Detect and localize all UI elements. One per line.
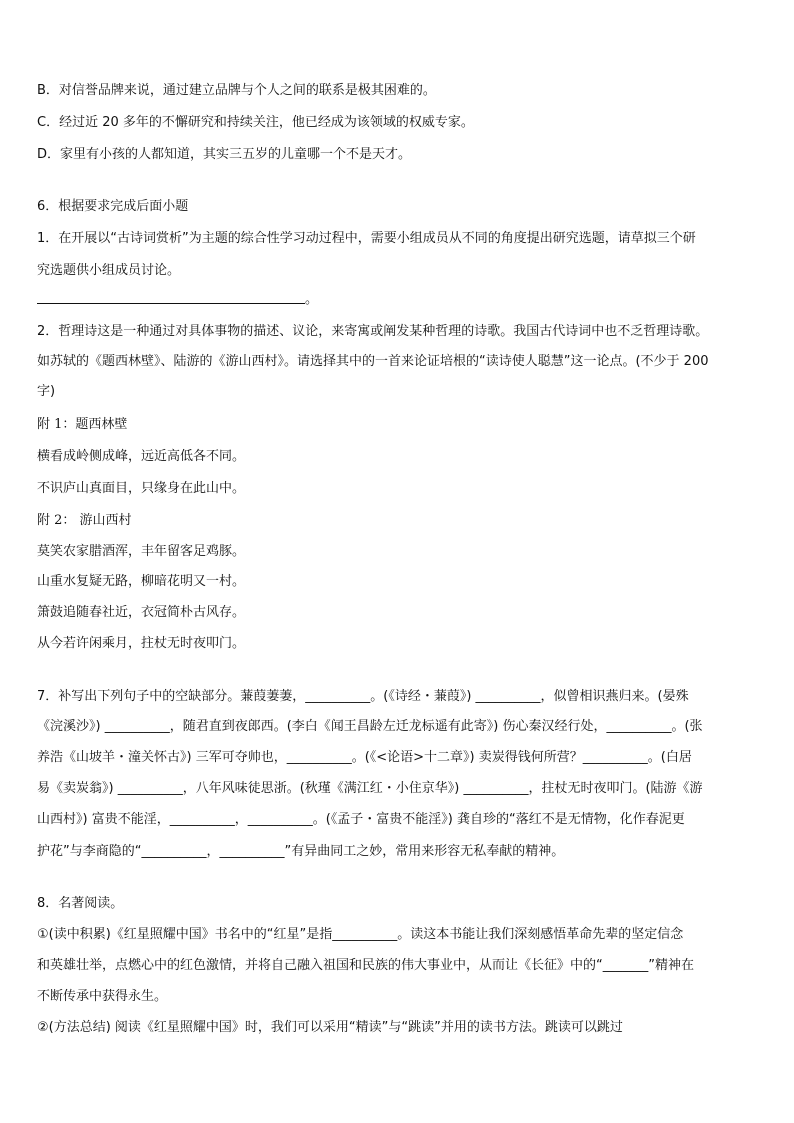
question-7-line6: 护花”与李商隐的“__________，__________”有异曲同工之妙，常用来形容无私奉献的精神。 [37, 844, 565, 859]
question-6-sub2-line2: 如苏轼的《题西林壁》、陆游的《游山西村》。请选择其中的一首来论证培根的“读诗使人聪慧”这一论点。(不少于 200 [37, 354, 709, 369]
answer-blank-end: 。 [305, 292, 319, 307]
option-b: B．对信誉品牌来说，通过建立品牌与个人之间的联系是极其困难的。 [37, 83, 436, 98]
attachment-2-title: 附 2： 游山西村 [37, 513, 132, 528]
question-6-sub1-line2: 究选题供小组成员讨论。 [37, 263, 181, 278]
option-c: C．经过近 20 多年的不懈研究和持续关注，他已经成为该领域的权威专家。 [37, 115, 474, 130]
question-6-title: 6．根据要求完成后面小题 [37, 199, 189, 214]
poem-2-line-2: 山重水复疑无路，柳暗花明又一村。 [37, 574, 246, 589]
poem-2-line-3: 箫鼓追随春社近，衣冠简朴古风存。 [37, 605, 246, 620]
question-6-sub2-line3: 字) [37, 384, 56, 399]
question-7-line1: 7．补写出下列句子中的空缺部分。蒹葭萋萋，__________。(《诗经・蒹葭》) __________，似曾相识燕归来。(晏殊 [37, 689, 689, 704]
question-6-sub1-line1: 1．在开展以“古诗词赏析”为主题的综合性学习动过程中，需要小组成员从不同的角度提出研究选题，请草拟三个研 [37, 231, 696, 246]
option-d: D．家里有小孩的人都知道，其实三五岁的儿童哪一个不是天才。 [37, 147, 412, 162]
poem-2-line-4: 从今若许闲乘月，拄杖无时夜叩门。 [37, 636, 246, 651]
question-7-line3: 养浩《山坡羊・潼关怀古》) 三军可夺帅也，__________。(《<论语>十二章》) 卖炭得钱何所营？__________。(白居 [37, 750, 692, 765]
poem-1-line-2: 不识庐山真面目，只缘身在此山中。 [37, 481, 246, 496]
question-8-line4: ②(方法总结) 阅读《红星照耀中国》时，我们可以采用“精读”与“跳读”并用的读书方法。跳读可以跳过 [37, 1020, 623, 1035]
question-7-line2: 《浣溪沙》) __________，随君直到夜郎西。(李白《闻王昌龄左迁龙标遥有此寄》) 伤心秦汉经行处，__________。(张 [37, 719, 703, 734]
question-8-line3: 不断传承中获得永生。 [37, 989, 168, 1004]
poem-1-line-1: 横看成岭侧成峰，远近高低各不同。 [37, 449, 246, 464]
question-8-title: 8．名著阅读。 [37, 896, 124, 911]
attachment-1-title: 附 1：题西林壁 [37, 417, 128, 432]
poem-2-line-1: 莫笑农家腊酒浑，丰年留客足鸡豚。 [37, 544, 246, 559]
answer-blank-line [37, 303, 305, 304]
question-7-line5: 山西村》) 富贵不能淫，__________，__________。(《孟子・富贵不能淫》) 龚自珍的“落红不是无情物，化作春泥更 [37, 812, 685, 827]
question-7-line4: 易《卖炭翁》) __________，八年风味徒思浙。(秋瑾《满江红・小住京华》) __________，拄杖无时夜叩门。(陆游《游 [37, 781, 703, 796]
question-8-line1: ①(读中积累)《红星照耀中国》书名中的“红星”是指__________。读这本书能让我们深刻感悟革命先辈的坚定信念 [37, 927, 684, 942]
question-6-sub2-line1: 2．哲理诗这是一种通过对具体事物的描述、议论，来寄寓或阐发某种哲理的诗歌。我国古代诗词中也不乏哲理诗歌。 [37, 324, 709, 339]
question-8-line2: 和英雄壮举，点燃心中的红色激情，并将自己融入祖国和民族的伟大事业中，从而让《长征》中的“_______”精神在 [37, 958, 694, 973]
